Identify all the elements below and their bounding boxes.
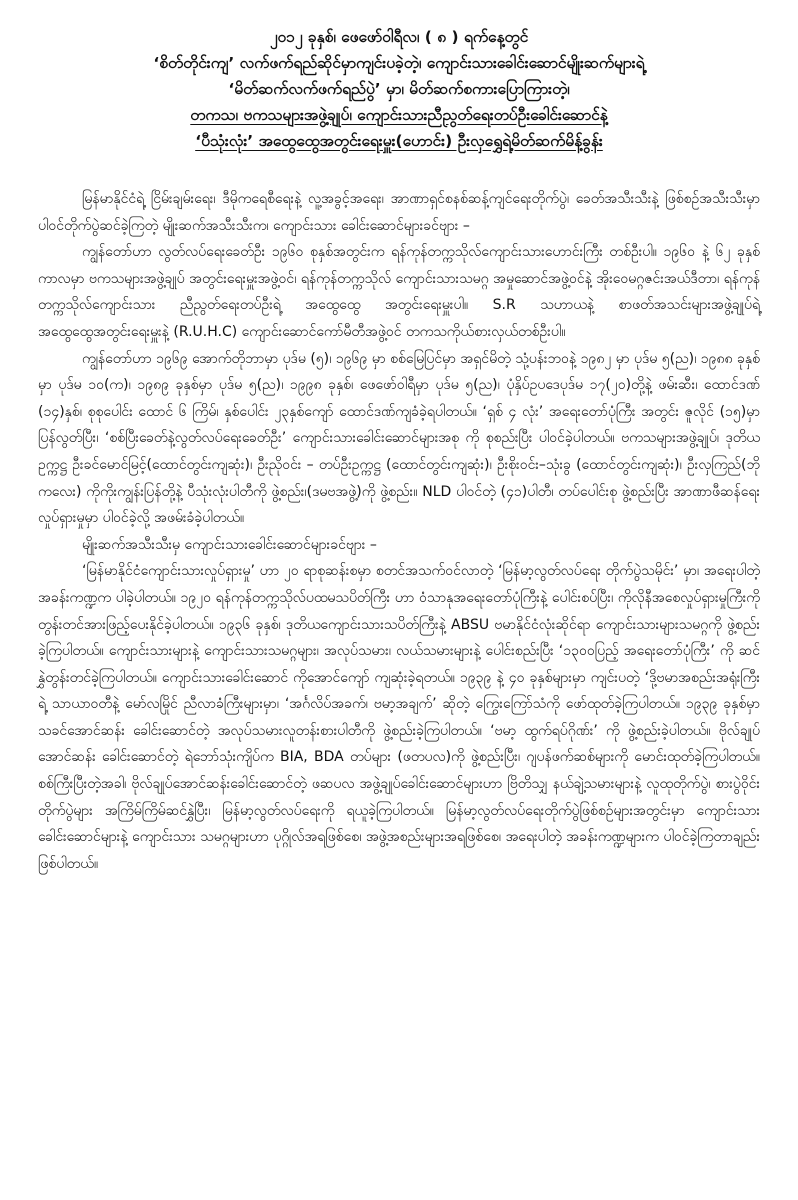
heading-line-organizations-text: တကသ၊ ဗကသများအဖွဲ့ချုပ်၊ ကျောင်းသားညီညွတ်ရေးတပ်ဦးခေါင်းဆောင်နဲ့	[190, 106, 608, 124]
heading-line-organizations	[38, 102, 760, 128]
speech-heading	[38, 24, 760, 154]
paragraph-address: မျိုးဆက်အသီးသီးမှ ကျောင်းသားခေါင်းဆောင်များခင်ဗျား –	[82, 536, 377, 553]
heading-line-date: ၂၀၁၂ ခုနှစ်၊ ဖေဖော်ဝါရီလ၊ ( ၈ ) ရက်နေ့တွင်	[269, 28, 529, 46]
heading-line-venue: ‘စိတ်တိုင်းကျ’ လက်ဖက်ရည်ဆိုင်မှာကျင်းပခဲ့တဲ့၊ ကျောင်းသားခေါင်းဆောင်မျိုးဆက်များရဲ့	[153, 54, 645, 72]
document-page	[38, 24, 760, 877]
heading-line-event: ‘မိတ်ဆက်လက်ဖက်ရည်ပွဲ’ မှာ၊ မိတ်ဆက်စကားပြောကြားတဲ့၊	[228, 80, 570, 98]
paragraph-greeting: မြန်မာနိုင်ငံရဲ့ ငြိမ်းချမ်းရေး၊ ဒီမိုကရေစီရေးနဲ့ လူ့အခွင့်အရေး၊ အာဏာရှင်စနစ်ဆန့်ကျင်ရေးတိုက်ပွဲ၊ ခေတ်အသီးသီးနဲ့ ဖြစ်စဉ်အသီးသီးမှာ ပါဝင်တိုက်ပွဲဆင်ခဲ့ကြတဲ့ မျိုးဆက်အသီးသီးက၊ ကျောင်းသား ခေါင်းဆောင်များခင်ဗျား –	[38, 191, 760, 234]
paragraph-biography: ကျွန်တော်ဟာ လွတ်လပ်ရေးခေတ်ဦး ၁၉၆၀ စုနှစ်အတွင်းက ရန်ကုန်တက္ကသိုလ်ကျောင်းသားဟောင်းကြီး တစ်ဦးပါ။ ၁၉၆၀ နဲ့ ၆၂ ခုနှစ်ကာလမှာ ဗကသများအဖွဲ့ချုပ် အတွင်းရေးမှူးအဖွဲ့ဝင်၊ ရန်ကုန်တက္ကသိုလ် ကျောင်းသားသမဂ္ဂ အမှုဆောင်အဖွဲ့ဝင်နဲ့ အိုးဝေမဂ္ဂဇင်းအယ်ဒီတာ၊ ရန်ကုန်တက္ကသိုလ်ကျောင်းသား ညီညွတ်ရေးတပ်ဦးရဲ့ အထွေထွေ အတွင်းရေးမှူးပါ။ S.R သဟာယနဲ့ စာဖတ်အသင်းများအဖွဲ့ချုပ်ရဲ့ အထွေထွေအတွင်းရေးမှူးနဲ့ (R.U.H.C) ကျောင်းဆောင်ကော်မီတီအဖွဲ့ဝင် တကသကိုယ်စားလှယ်တစ်ဦးပါ။	[38, 244, 760, 340]
speech-body	[38, 186, 760, 877]
paragraph-imprisonment: ကျွန်တော်ဟာ ၁၉၆၉ အောက်တိုဘာမှာ ပုဒ်မ (၅)၊ ၁၉၆၉ မှာ စစ်မြေပြင်မှာ အရှင်မိတဲ့ သုံ့ပန်းဘဝနဲ့ ၁၉၈၂ မှာ ပုဒ်မ ၅(ည)၊ ၁၉၈၈ ခုနှစ်မှာ ပုဒ်မ ၁၀(က)၊ ၁၉၈၉ ခုနှစ်မှာ ပုဒ်မ ၅(ည)၊ ၁၉၉၈ ခုနှစ်၊ ဖေဖော်ဝါရီမှာ ပုဒ်မ ၅(ည)၊ ပုံနှိပ်ဥပဒေပုဒ်မ ၁၇(၂၀)တို့နဲ့ ဖမ်းဆီး၊ ထောင်ဒဏ် (၁၄)နှစ်၊ စုစုပေါင်း ထောင် ၆ ကြိမ်၊ နှစ်ပေါင်း ၂၃နှစ်ကျော် ထောင်ဒဏ်ကျခံခဲ့ရပါတယ်။ ‘ရှစ် ၄ လုံး’ အရေးတော်ပုံကြီး အတွင်း ဇူလိုင် (၁၅)မှာ ပြန်လွတ်ပြီး၊ ‘စစ်ပြီးခေတ်နဲ့လွတ်လပ်ရေးခေတ်ဦး’ ကျောင်းသားခေါင်းဆောင်များအစု ကို စုစည်းပြီး ပါဝင်ခဲ့ပါတယ်။ ဗကသများအဖွဲ့ချုပ်၊ ဒုတိယဥက္ကဋ္ဌ ဦးခင်မောင်မြင့်(ထောင်တွင်းကျဆုံး)၊ ဦးညိုဝင်း – တပ်ဦးဥက္ကဋ္ဌ (ထောင်တွင်းကျဆုံး)၊ ဦးစိုးဝင်း–သုံးခွ (ထောင်တွင်းကျဆုံး)၊ ဦးလှကြည်(ဘိုကလေး) ကိုကိုးကျွန်းပြန်တို့နဲ့ ပီသုံးလုံးပါတီကို ဖွဲ့စည်း၊(ဒမဗအဖွဲ့)ကို ဖွဲ့စည်း။ NLD ပါဝင်တဲ့ (၄၁)ပါတီ၊ တပ်ပေါင်းစု ဖွဲ့စည်းပြီး အာဏာဖီဆန်ရေးလှုပ်ရှားမှုမှာ ပါဝင်ခဲ့လို့ အဖမ်းခံခဲ့ပါတယ်။	[38, 350, 760, 527]
paragraph-history: ‘မြန်မာနိုင်ငံကျောင်းသားလှုပ်ရှားမှု’ ဟာ ၂၀ ရာစုဆန်းစမှာ စတင်အသက်ဝင်လာတဲ့ ‘မြန်မာ့လွတ်လပ်ရေး တိုက်ပွဲသမိုင်း’ မှာ၊ အရေးပါတဲ့ အခန်းကဏ္ဍက ပါခဲ့ပါတယ်။ ၁၉၂၀ ရန်ကုန်တက္ကသိုလ်ပထမသပိတ်ကြီး ဟာ ဝံသာနုအရေးတော်ပုံကြီးနဲ့ ပေါင်းစပ်ပြီး၊ ကိုလိုနီအစေလှုပ်ရှားမှုကြီးကို တွန်းတင်အားဖြည့်ပေးနိုင်ခဲ့ပါတယ်။ ၁၉၃၆ ခုနှစ်၊ ဒုတိယကျောင်းသားသပိတ်ကြီးနဲ့ ABSU ဗမာနိုင်ငံလုံးဆိုင်ရာ ကျောင်းသားများသမဂ္ဂကို ဖွဲ့စည်းခဲ့ကြပါတယ်။ ကျောင်းသားများနဲ့ ကျောင်းသားသမဂ္ဂများ၊ အလုပ်သမား၊ လယ်သမားများနဲ့ ပေါင်းစည်းပြီး ‘၁၃၀၀ပြည့် အရေးတော်ပုံကြီး’ ကို ဆင်နွှဲတွန်းတင်ခဲ့ကြပါတယ်။ ကျောင်းသားခေါင်းဆောင် ကိုအောင်ကျော် ကျဆုံးခဲ့ရတယ်။ ၁၉၃၉ နဲ့ ၄၀ ခုနှစ်များမှာ ကျင်းပတဲ့ ‘ဒို့ဗမာအစည်းအရုံးကြီးရဲ့ သာယာဝတီနဲ့ မော်လမြိုင် ညီလာခံကြီးများမှာ၊ ‘အင်္ဂလိပ်အခက်၊ ဗမာ့အချက်’ ဆိုတဲ့ ကြွေးကြော်သံကို ဖော်ထုတ်ခဲ့ကြပါတယ်။ ၁၉၃၉ ခုနှစ်မှာ သခင်အောင်ဆန်း ခေါင်းဆောင်တဲ့ အလုပ်သမားလူတန်းစားပါတီကို ဖွဲ့စည်းခဲ့ကြပါတယ်။ ‘ဗမာ့ ထွက်ရပ်ဂိုဏ်း’ ကို ဖွဲ့စည်းခဲ့ပါတယ်။ ဗိုလ်ချုပ်အောင်ဆန်း ခေါင်းဆောင်တဲ့ ရဲဘော်သုံးကျိပ်က BIA, BDA တပ်များ (ဖတပလ)ကို ဖွဲ့စည်းပြီး၊ ဂျပန်ဖက်ဆစ်များကို မောင်းထုတ်ခဲ့ကြပါတယ်။ စစ်ကြီးပြီးတဲ့အခါ၊ ဗိုလ်ချုပ်အောင်ဆန်းခေါင်းဆောင်တဲ့ ဖဆပလ အဖွဲ့ချုပ်ခေါင်းဆောင်များဟာ ဗြိတိသျှ နယ်ချဲ့သမားများနဲ့ လူထုတိုက်ပွဲ၊ စားပွဲဝိုင်းတိုက်ပွဲများ အကြိမ်ကြိမ်ဆင်နွှဲပြီး၊ မြန်မာ့လွတ်လပ်ရေးကို ရယူခဲ့ကြပါတယ်။ မြန်မာ့လွတ်လပ်ရေးတိုက်ပွဲဖြစ်စဉ်များအတွင်းမှာ ကျောင်းသားခေါင်းဆောင်များနဲ့ ကျောင်းသား သမဂ္ဂများဟာ ပုဂ္ဂိုလ်အရဖြစ်စေ၊ အဖွဲ့အစည်းများအရဖြစ်စေ၊ အရေးပါတဲ့ အခန်းကဏ္ဍများက ပါဝင်ခဲ့ကြတာချည်း ဖြစ်ပါတယ်။	[38, 563, 760, 872]
heading-line-speaker	[38, 128, 760, 154]
heading-line-speaker-text: ‘ပီသုံးလုံး’ အထွေထွေအတွင်းရေးမှူး(ဟောင်း) ဦးလှရွှေရဲ့မိတ်ဆက်မိန့်ခွန်း	[195, 132, 603, 150]
